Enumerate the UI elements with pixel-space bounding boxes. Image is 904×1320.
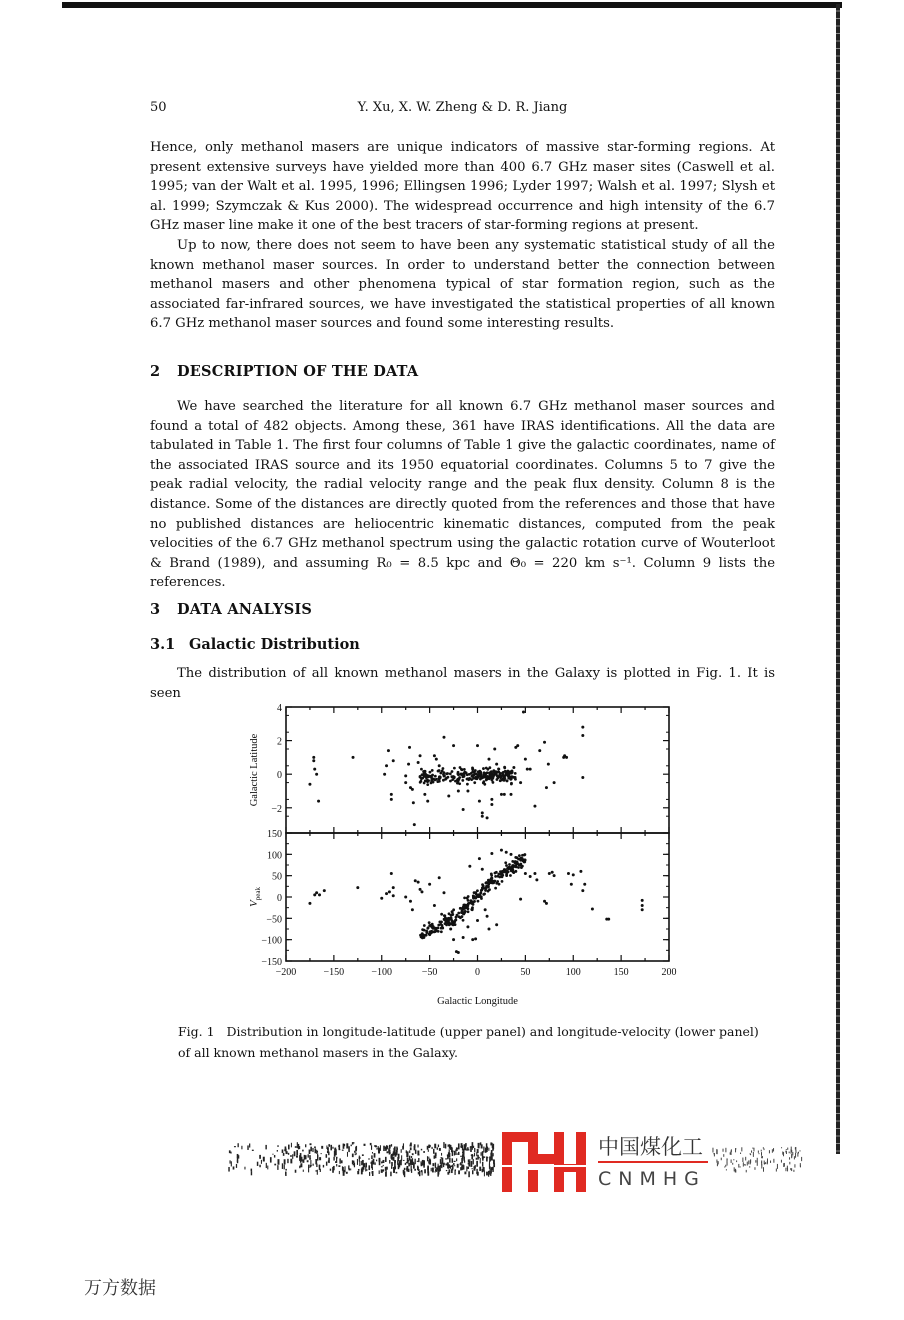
subsection-3-1-number: 3.1 [150, 636, 176, 653]
caption-text: Distribution in longitude-latitude (upper panel) and longitude-velocity (lower panel) of all known methanol masers in the Galaxy. [178, 1024, 759, 1060]
svg-text:50: 50 [272, 871, 282, 883]
svg-text:−150: −150 [261, 957, 282, 968]
svg-text:0: 0 [277, 770, 282, 782]
svg-text:Galactic Longitude: Galactic Longitude [437, 996, 518, 1007]
subsection-3-1-heading [150, 636, 360, 653]
section-2-text [150, 397, 775, 593]
section-2-paragraph: We have searched the literature for all known 6.7 GHz methanol maser sources and found a total of 482 objects. Among these, 361 have IRAS identifications. All the data are tabulated in Table 1. The first four columns of Table 1 give the galactic coordinates, name of the associated IRAS source and its 1950 equatorial coordinates. Columns 5 to 7 give the peak radial velocity, the radial velocity range and the peak flux density. Column 8 is the distance. Some of the distances are directly quoted from the references and those that have no published distances are heliocentric kinematic distances, computed from the peak velocities of the 6.7 GHz methanol spectrum using the galactic rotation curve of Wouterloot & Brand (1989), and assuming R₀ = 8.5 kpc and Θ₀ = 220 km s⁻¹. Column 9 lists the references. [150, 399, 775, 591]
section-3-paragraph: The distribution of all known methanol masers in the Galaxy is plotted in Fig. 1. It is seen [150, 666, 775, 701]
scan-noise-strip [228, 1142, 802, 1177]
footer-watermark: 万方数据 [84, 1278, 156, 1299]
svg-text:−200: −200 [275, 967, 297, 978]
logo-latin-text: CNMHG [598, 1168, 706, 1190]
page-number: 50 [150, 100, 167, 115]
caption-label: Fig. 1 [178, 1024, 215, 1039]
section-3-heading [150, 601, 312, 618]
figure-caption [178, 1021, 768, 1063]
svg-text:−50: −50 [266, 914, 282, 926]
scan-right-border [836, 4, 840, 1154]
svg-text:100: 100 [267, 850, 282, 862]
section-3-number: 3 [150, 601, 161, 618]
svg-text:Vpeak: $V_{peak}$ [248, 887, 262, 907]
figure-1 [240, 698, 690, 1018]
section-2-heading [150, 363, 418, 380]
svg-text:Galactic Latitude: Galactic Latitude [249, 733, 260, 807]
svg-text:150: 150 [267, 829, 282, 840]
svg-text:−150: −150 [323, 967, 345, 978]
logo-mark-icon [500, 1132, 590, 1192]
intro-paragraph-2: Up to now, there does not seem to have been any systematic statistical study of all the known methanol maser sources. In order to understand better the connection between methanol masers and other phenomena typical of star formation region, such as the associated far-infrared sources, we have investigated the statistical properties of all known 6.7 GHz methanol maser sources and found some interesting results. [150, 237, 775, 332]
svg-text:200: 200 [661, 967, 677, 978]
svg-text:0: 0 [277, 893, 282, 904]
svg-text:−100: −100 [261, 935, 282, 947]
svg-text:4: 4 [277, 703, 282, 714]
logo-graphic [224, 1128, 814, 1192]
svg-text:150: 150 [613, 967, 629, 978]
svg-text:2: 2 [277, 736, 282, 748]
section-2-title: DESCRIPTION OF THE DATA [177, 363, 419, 380]
subsection-3-1-title: Galactic Distribution [189, 636, 360, 653]
intro-paragraph-1: Hence, only methanol masers are unique indicators of massive star-forming regions. At present extensive surveys have yielded more than 400 6.7 GHz maser sites (Caswell et al. 1995; van der Walt et al. 1995, 1996; Ellingsen 1996; Lyder 1997; Walsh et al. 1997; Slysh et al. 1999; Szymczak & Kus 2000). The widespread occurrence and high intensity of the 6.7 GHz maser line make it one of the best tracers of star-forming regions at present. [150, 140, 775, 234]
section-2-number: 2 [150, 363, 161, 380]
svg-text:−50: −50 [421, 967, 438, 978]
svg-text:100: 100 [565, 967, 581, 978]
scan-top-border [62, 2, 842, 8]
svg-text:−100: −100 [371, 967, 393, 978]
scatter-plot [240, 698, 690, 1018]
section-3-title: DATA ANALYSIS [177, 601, 313, 618]
running-head-authors: Y. Xu, X. W. Zheng & D. R. Jiang [357, 100, 568, 115]
svg-text:50: 50 [520, 967, 531, 978]
svg-text:0: 0 [475, 967, 480, 978]
logo-chinese-text: 中国煤化工 [598, 1135, 703, 1159]
svg-text:−2: −2 [271, 803, 282, 815]
watermark-logo [224, 1128, 814, 1192]
intro-text [150, 138, 775, 334]
